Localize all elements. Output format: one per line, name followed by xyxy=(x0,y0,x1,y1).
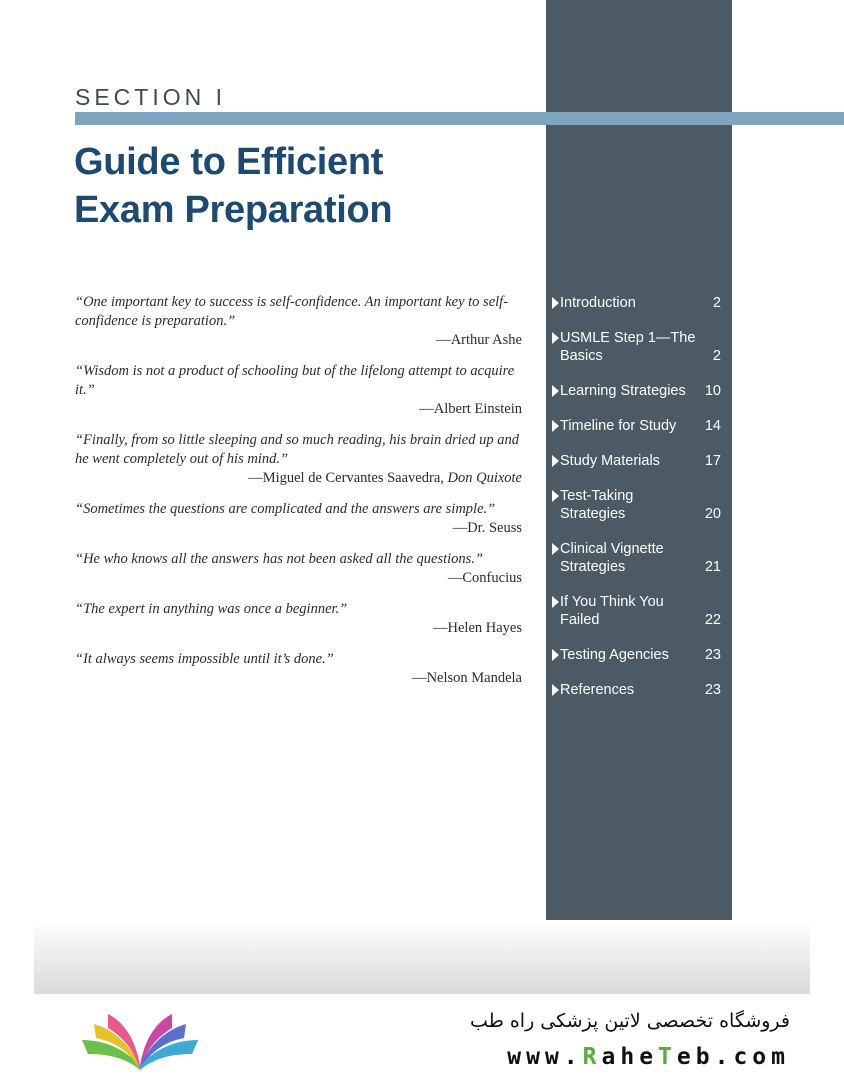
toc-item-page: 23 xyxy=(704,682,721,698)
toc-item-page: 22 xyxy=(704,612,721,628)
toc-item-clinical-vignette-strategies[interactable] xyxy=(551,540,721,576)
toc-item-study-materials[interactable] xyxy=(551,452,721,470)
toc-item-label: Test-Taking Strategies xyxy=(560,488,634,522)
quote xyxy=(75,600,522,638)
quote xyxy=(75,500,522,538)
triangle-right-icon xyxy=(551,385,560,397)
toc-item-testing-agencies[interactable] xyxy=(551,646,721,664)
quote-work-title: Don Quixote xyxy=(447,470,522,486)
quote xyxy=(75,362,522,419)
page-bottom-shadow xyxy=(34,920,810,994)
toc-item-label: Timeline for Study xyxy=(560,418,677,434)
toc-item-test-taking-strategies[interactable] xyxy=(551,487,721,523)
toc-item-page: 21 xyxy=(704,559,721,575)
toc-item-page: 17 xyxy=(704,453,721,469)
quote-author: —Nelson Mandela xyxy=(412,670,522,686)
quote xyxy=(75,293,522,350)
toc-item-page: 10 xyxy=(704,383,721,399)
toc-item-label: Introduction xyxy=(560,295,636,311)
quote-text: “One important key to success is self-confidence. An important key to self-confidence is preparation.” xyxy=(75,294,509,329)
toc-item-label: Testing Agencies xyxy=(560,647,669,663)
toc-item-page: 2 xyxy=(712,348,721,364)
quote-text: “Finally, from so little sleeping and so much reading, his brain dried up and he went completely out of his mind.” xyxy=(75,432,519,467)
toc-item-if-you-think-you-failed[interactable] xyxy=(551,593,721,629)
quote-author: —Arthur Ashe xyxy=(436,332,522,348)
section-title xyxy=(74,138,392,234)
quotes-column xyxy=(75,293,522,700)
toc-item-label: References xyxy=(560,682,635,698)
toc-item-learning-strategies[interactable] xyxy=(551,382,721,400)
triangle-right-icon xyxy=(551,455,560,467)
toc-item-page: 14 xyxy=(704,418,721,434)
toc-item-page: 20 xyxy=(704,506,721,522)
quote xyxy=(75,550,522,588)
toc-item-label: Learning Strategies xyxy=(560,383,686,399)
quote-author-name: —Miguel de Cervantes Saavedra, xyxy=(248,470,444,486)
quote xyxy=(75,431,522,488)
quote-author xyxy=(75,469,522,488)
triangle-right-icon xyxy=(551,490,560,502)
quote-text: “Sometimes the questions are complicated and the answers are simple.” xyxy=(75,501,496,517)
toc-item-introduction[interactable] xyxy=(551,294,721,312)
triangle-right-icon xyxy=(551,649,560,661)
toc-item-page: 2 xyxy=(712,295,721,311)
quote-author: —Albert Einstein xyxy=(419,401,522,417)
title-line-2: Exam Preparation xyxy=(74,189,393,231)
quote-text: “Wisdom is not a product of schooling but of the lifelong attempt to acquire it.” xyxy=(75,363,515,398)
quote-text: “The expert in anything was once a beginner.” xyxy=(75,601,348,617)
triangle-right-icon xyxy=(551,684,560,696)
title-line-1: Guide to Efficient xyxy=(74,141,384,183)
quote-author: —Confucius xyxy=(447,570,522,586)
toc-item-label: If You Think You Failed xyxy=(560,594,664,628)
toc-item-timeline-for-study[interactable] xyxy=(551,417,721,435)
shop-url-r: R xyxy=(582,1044,602,1070)
quote-author: —Dr. Seuss xyxy=(452,520,522,536)
section-label: SECTION I xyxy=(75,84,227,110)
quote-text: “He who knows all the answers has not been asked all the questions.” xyxy=(75,551,483,567)
quote-text: “It always seems impossible until it’s done.” xyxy=(75,651,334,667)
quote-author: —Helen Hayes xyxy=(433,620,522,636)
toc-item-usmle-basics[interactable] xyxy=(551,329,721,365)
toc-item-label: Study Materials xyxy=(560,453,660,469)
triangle-right-icon xyxy=(551,543,560,555)
triangle-right-icon xyxy=(551,596,560,608)
table-of-contents xyxy=(551,294,721,716)
triangle-right-icon xyxy=(551,420,560,432)
shop-url-mid: ahe xyxy=(601,1044,659,1070)
toc-item-label: USMLE Step 1—The Basics xyxy=(560,330,696,364)
toc-item-references[interactable] xyxy=(551,681,721,699)
shop-url xyxy=(507,1044,790,1070)
toc-item-label: Clinical Vignette Strategies xyxy=(560,541,664,575)
triangle-right-icon xyxy=(551,297,560,309)
open-book-logo-icon xyxy=(78,1010,202,1074)
section-accent-bar xyxy=(75,112,844,125)
triangle-right-icon xyxy=(551,332,560,344)
shop-url-prefix: www. xyxy=(507,1044,583,1070)
quote xyxy=(75,650,522,688)
shop-url-suffix: eb.com xyxy=(676,1044,790,1070)
shop-name: فروشگاه تخصصی لاتین پزشکی راه طب xyxy=(470,1010,790,1032)
toc-item-page: 23 xyxy=(704,647,721,663)
shop-url-t: T xyxy=(658,1044,677,1070)
